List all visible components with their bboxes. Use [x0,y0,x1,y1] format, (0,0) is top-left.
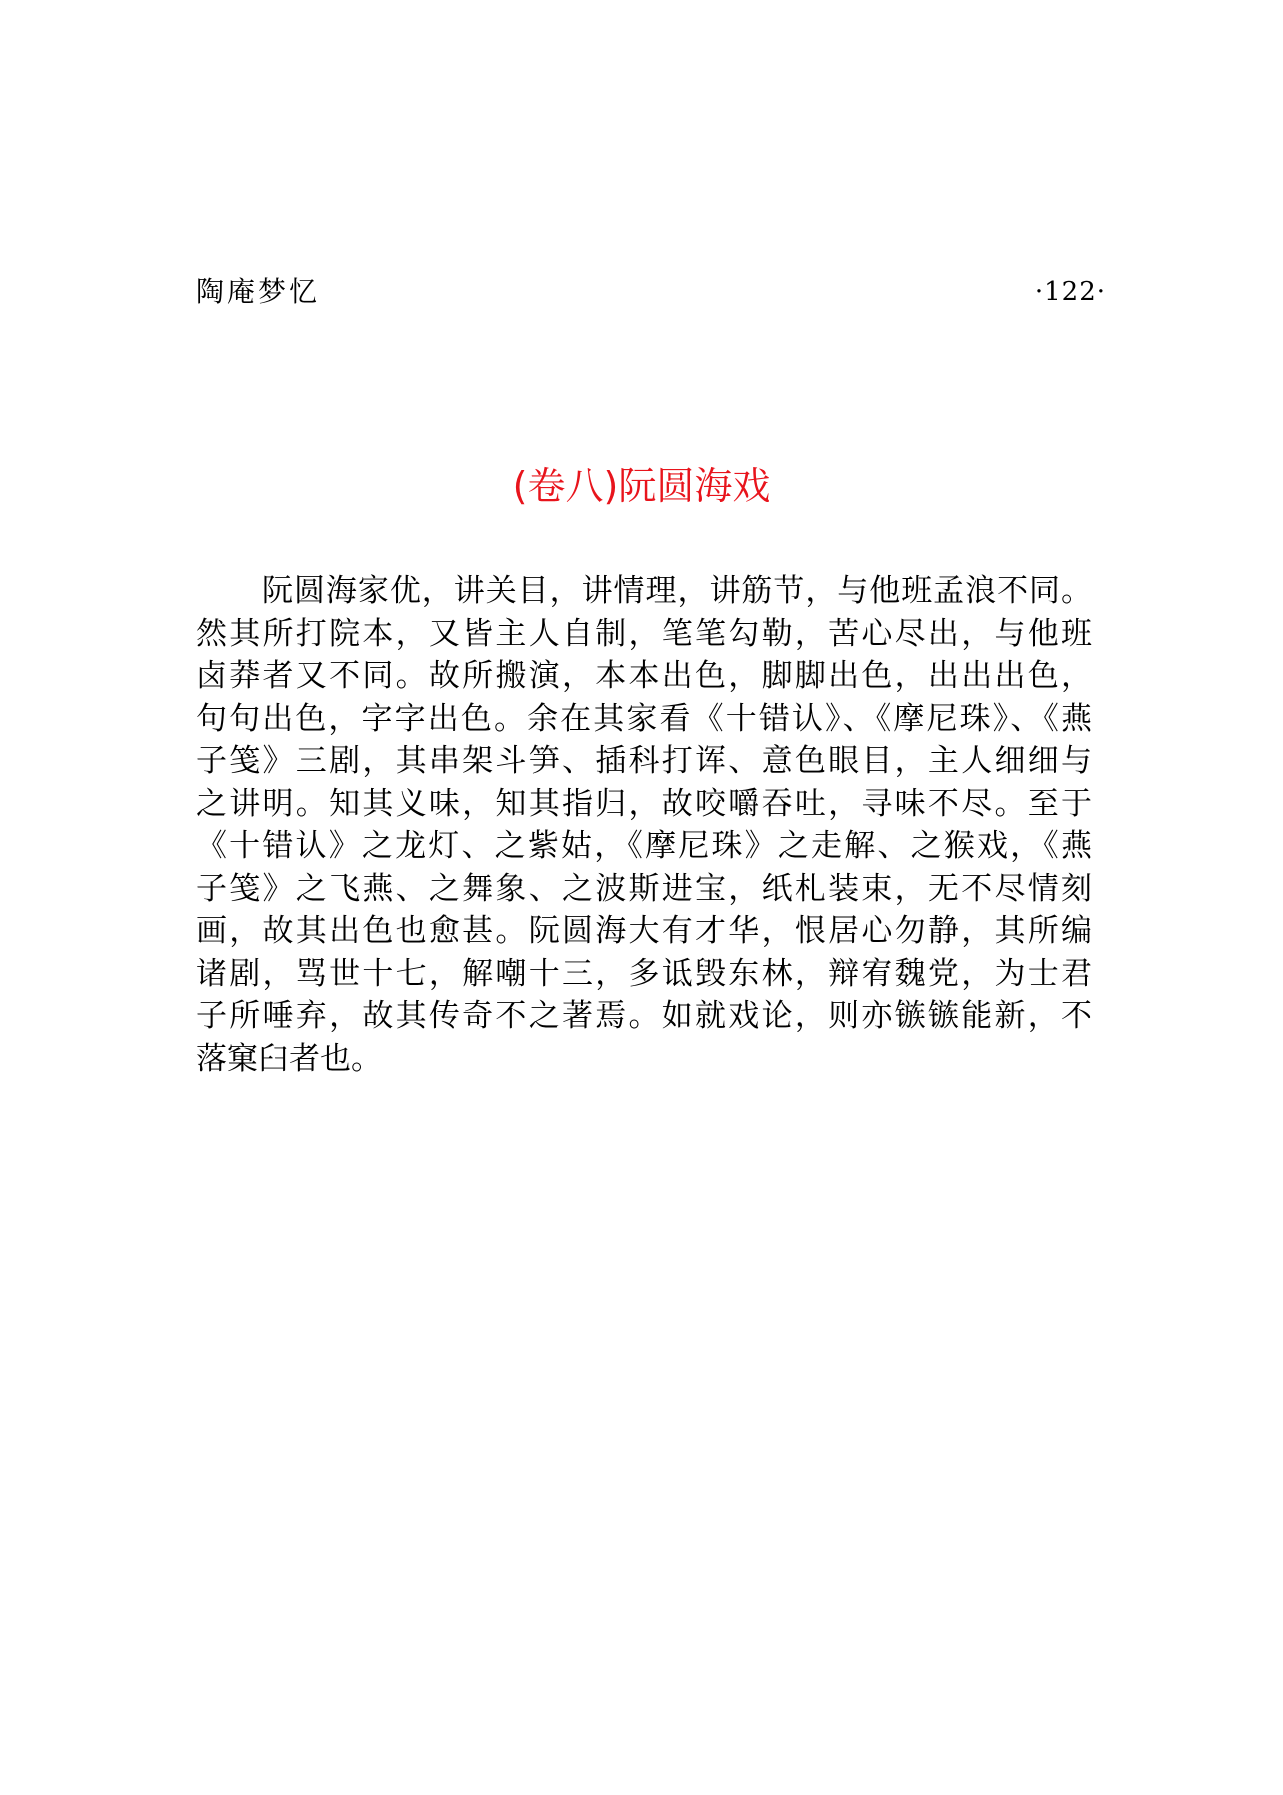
text-line: 画，故其出色也愈甚。阮圆海大有才华，恨居心勿静，其所编 [196,913,1092,949]
chapter-title [0,458,1283,514]
running-header [196,270,1106,314]
page-number: ·122· [1034,277,1106,307]
chapter-title-text: (卷八)阮圆海戏 [512,464,771,508]
text-line: 子笺》三剧，其串架斗笋、插科打诨、意色眼目，主人细细与 [196,743,1092,779]
text-line: 之讲明。知其义味，知其指归，故咬嚼吞吐，寻味不尽。至于 [196,785,1092,822]
body-paragraph [196,570,1092,1080]
text-line: 《十错认》之龙灯、之紫姑，《摩尼珠》之走解、之猴戏，《燕 [196,828,1092,864]
text-line: 阮圆海家优，讲关目，讲情理，讲筋节，与他班孟浪不同。 [262,573,1092,609]
text-line: 子所唾弃，故其传奇不之著焉。如就戏论，则亦镞镞能新，不 [196,998,1092,1034]
text-line: 诸剧，骂世十七，解嘲十三，多诋毁东林，辩宥魏党，为士君 [196,955,1092,992]
text-line: 卤莽者又不同。故所搬演，本本出色，脚脚出色，出出出色， [196,658,1092,694]
text-line: 然其所打院本，又皆主人自制，笔笔勾勒，苦心尽出，与他班 [196,615,1092,652]
text-line: 句句出色，字字出色。余在其家看《十错认》、《摩尼珠》、《燕 [196,700,1092,737]
text-line: 子笺》之飞燕、之舞象、之波斯进宝，纸札装束，无不尽情刻 [196,870,1092,907]
book-title: 陶庵梦忆 [196,275,321,308]
text-line: 落窠臼者也。 [196,1040,382,1077]
